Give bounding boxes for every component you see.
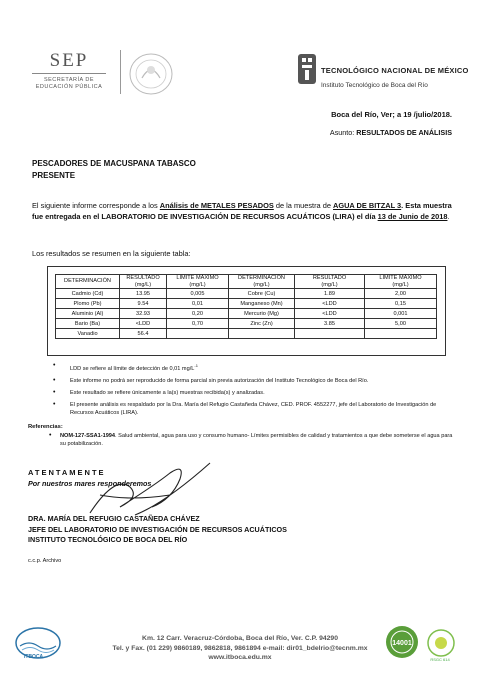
sep-logo-line2: EDUCACIÓN PÚBLICA xyxy=(35,84,103,90)
table-cell: Cobre (Cu) xyxy=(229,289,295,299)
tecnm-title: TECNOLÓGICO NACIONAL DE MÉXICO xyxy=(321,66,469,75)
table-cell: Zinc (Zn) xyxy=(229,319,295,329)
sep-logo-name: SEP xyxy=(49,50,89,71)
table-cell: 0,001 xyxy=(365,309,437,319)
para-part-1: El siguiente informe corresponde a los xyxy=(32,201,158,210)
letter-subject xyxy=(330,128,452,137)
header-resultado-1: RESULTADO (mg/L) xyxy=(120,275,167,289)
header-divider xyxy=(120,50,121,94)
ccp-line: c.c.p. Archivo xyxy=(28,558,62,564)
rsgc-cert-icon xyxy=(425,628,457,658)
reference-code: NOM-127-SSA1-1994 xyxy=(60,433,116,439)
table-cell: Plomo (Pb) xyxy=(56,299,120,309)
references-title: Referencias: xyxy=(28,424,63,430)
signatory-title: JEFE DEL LABORATORIO DE INVESTIGACIÓN DE RECURSOS ACUÁTICOS xyxy=(28,524,287,534)
list-item xyxy=(50,377,450,385)
sep-logo-line1: SECRETARÍA DE xyxy=(43,77,95,83)
table-cell: 0,01 xyxy=(167,299,229,309)
header-limite-1: LIMITE MÁXIMO (mg/L) xyxy=(167,275,229,289)
table-cell: Mercurio (Mg) xyxy=(229,309,295,319)
table-cell: 1.89 xyxy=(295,289,365,299)
table-cell: <LDD xyxy=(295,299,365,309)
header-determinacion-2: DETERMINACIÓN (mg/L) xyxy=(229,275,295,289)
table-row xyxy=(56,299,437,309)
table-cell: 0,15 xyxy=(365,299,437,309)
table-row xyxy=(56,329,437,339)
header-limite-2: LIMITE MÁXIMO (mg/L) xyxy=(365,275,437,289)
summary-text: Los resultados se resumen en la siguiente tabla: xyxy=(32,249,191,258)
closing-atentamente: ATENTAMENTE xyxy=(28,468,106,477)
table-cell: Manganeso (Mn) xyxy=(229,299,295,309)
closing-motto: Por nuestros mares responderemos xyxy=(28,479,152,488)
table-cell: Vanadio xyxy=(56,329,120,339)
table-cell xyxy=(295,329,365,339)
reference-text: . Salud ambiental, agua para uso y consumo humano- Límites permisibles de calidad y tratamientos a que debe someterse el agua para su potabilización. xyxy=(60,433,453,447)
list-item xyxy=(46,432,456,448)
table-cell: 0,70 xyxy=(167,319,229,329)
table-cell: 13.95 xyxy=(120,289,167,299)
table-cell: 2,00 xyxy=(365,289,437,299)
table-row xyxy=(56,309,437,319)
footer-line-3: www.itboca.edu.mx xyxy=(208,654,272,661)
recipient-presente: PRESENTE xyxy=(32,171,76,180)
footer-line-2: Tel. y Fax. (01 229) 9860189, 9862818, 9861894 e-mail: dir01_bdelrio@tecnm.mx xyxy=(112,644,368,652)
para-delivery-date: 13 de Junio de 2018 xyxy=(377,212,448,221)
table-cell: 32.93 xyxy=(120,309,167,319)
table-cell: <LDD xyxy=(120,319,167,329)
notes-list xyxy=(50,362,450,421)
footer-line-1: Km. 12 Carr. Veracruz-Córdoba, Boca del Río, Ver. C.P. 94290 xyxy=(142,635,338,642)
body-paragraph xyxy=(32,200,452,222)
para-part-7: . xyxy=(447,212,450,221)
table-cell xyxy=(167,329,229,339)
table-row xyxy=(56,319,437,329)
para-part-3: de la muestra de xyxy=(275,201,331,210)
signatory-block xyxy=(28,514,287,546)
note-superscript: -1 xyxy=(194,363,198,368)
tecnm-logo-icon xyxy=(296,52,318,86)
sep-logo xyxy=(24,50,114,91)
references-list xyxy=(46,432,456,452)
table-cell: 3.85 xyxy=(295,319,365,329)
header-determinacion-1: DETERMINACIÓN xyxy=(56,275,120,289)
table-cell: 0,005 xyxy=(167,289,229,299)
table-cell: Cadmio (Cd) xyxy=(56,289,120,299)
para-part-5: . Esta muestra fue entregada en el LABORATORIO DE INVESTIGACIÓN DE RECURSOS ACUÁTICOS (LIRA) el día xyxy=(32,201,452,221)
note-text: El presente análisis es respaldado por la Dra. María del Refugio Castañeda Chávez, CED. PROF. 4552277, jefe del Laboratorio de Investigación de Recursos Acuáticos (LIRA). xyxy=(70,401,437,416)
iso-14001-cert-icon xyxy=(384,624,420,660)
subject-value: RESULTADOS DE ANÁLISIS xyxy=(356,128,452,137)
results-table xyxy=(55,274,437,339)
para-sample-name: AGUA DE BITZAL 3 xyxy=(333,201,402,210)
table-cell: 5,00 xyxy=(365,319,437,329)
header-resultado-2: RESULTADO (mg/L) xyxy=(295,275,365,289)
footer-address xyxy=(70,634,410,663)
signatory-name: DRA. MARÍA DEL REFUGIO CASTAÑEDA CHÁVEZ xyxy=(28,514,200,523)
note-text: Este informe no podrá ser reproducido de forma parcial sin previa autorización del Instituto Tecnológico de Boca del Río. xyxy=(70,377,369,384)
table-cell: 0,20 xyxy=(167,309,229,319)
table-cell: 9.54 xyxy=(120,299,167,309)
table-cell: <LDD xyxy=(295,309,365,319)
table-row xyxy=(56,289,437,299)
para-analysis-type: Análisis de METALES PESADOS xyxy=(159,201,274,210)
table-header-row xyxy=(56,275,437,289)
cert-number: 14001 xyxy=(392,640,412,647)
subject-label: Asunto: xyxy=(329,128,355,137)
table-cell xyxy=(365,329,437,339)
itboca-label: ITBOCA xyxy=(24,654,44,660)
table-cell xyxy=(229,329,295,339)
recipient-block xyxy=(32,158,196,182)
tecnm-subtitle: Instituto Tecnológico de Boca del Río xyxy=(321,82,428,89)
letter-date: Boca del Río, Ver; a 19 /julio/2018. xyxy=(331,110,452,119)
table-cell: Bario (Ba) xyxy=(56,319,120,329)
list-item xyxy=(50,401,450,417)
list-item xyxy=(50,362,450,373)
rsgc-cert-label: RSGC 614 xyxy=(430,657,450,662)
table-cell: Aluminio (Al) xyxy=(56,309,120,319)
note-text: Este resultado se refiere únicamente a la(s) muestras recibida(s) y analizadas. xyxy=(70,389,265,396)
signatory-institution: INSTITUTO TECNOLÓGICO DE BOCA DEL RÍO xyxy=(28,535,188,544)
recipient-name: PESCADORES DE MACUSPANA TABASCO xyxy=(32,159,196,168)
note-text: LDD se refiere al límite de detección de 0,01 mg/L xyxy=(70,365,195,372)
results-table-frame xyxy=(47,266,446,356)
list-item xyxy=(50,389,450,397)
mexico-seal-icon xyxy=(128,52,174,96)
sep-logo-rule xyxy=(32,73,106,74)
table-cell: 56.4 xyxy=(120,329,167,339)
